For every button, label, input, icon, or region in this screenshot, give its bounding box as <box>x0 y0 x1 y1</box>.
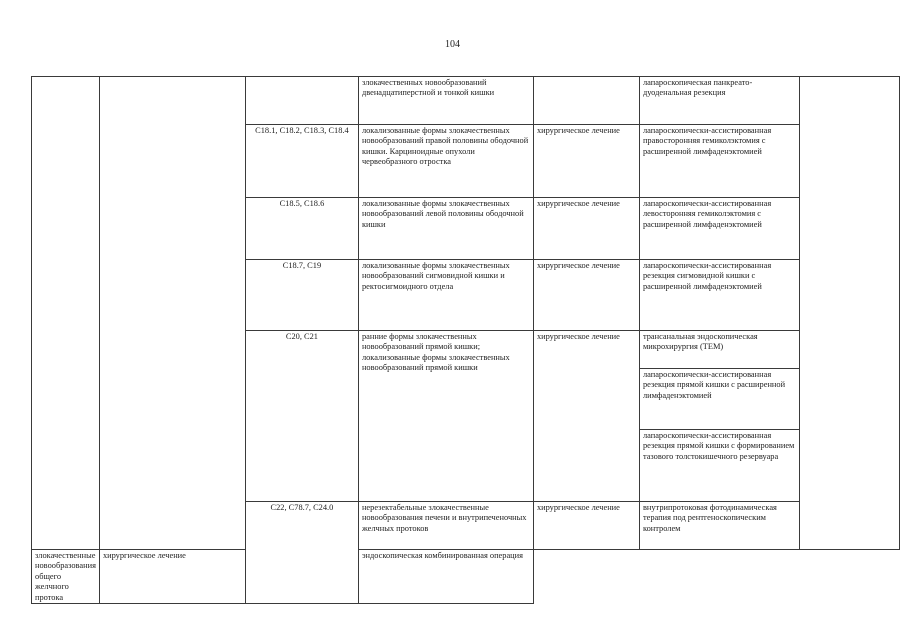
diagnosis-code-cell: C22, C78.7, C24.0 <box>245 502 358 604</box>
method-cell: эндоскопическая комбинированная операция <box>358 550 533 604</box>
method-cell: лапароскопически-ассистированная резекция прямой кишки с расширенной лимфаденэктомией <box>639 369 799 430</box>
condition-cell: локализованные формы злокачественных новообразований правой половины ободочной кишки. Карциноидные опухоли червеобразного отростка <box>358 125 533 198</box>
treatment-table <box>31 76 900 604</box>
table-row <box>32 550 900 604</box>
condition-cell: локализованные формы злокачественных новообразований левой половины ободочной кишки <box>358 198 533 260</box>
treatment-type-cell: хирургическое лечение <box>533 125 639 198</box>
method-cell: лапароскопическая панкреато-дуоденальная резекция <box>639 77 799 125</box>
treatment-type-cell: хирургическое лечение <box>533 198 639 260</box>
condition-cell: злокачественных новообразований двенадцатиперстной и тонкой кишки <box>358 77 533 125</box>
table-row <box>32 77 900 125</box>
page-number: 104 <box>445 39 460 50</box>
condition-cell: ранние формы злокачественных новообразований прямой кишки; локализованные формы злокачественных новообразований прямой кишки <box>358 331 533 502</box>
diagnosis-code-cell: C18.5, C18.6 <box>245 198 358 260</box>
treatment-type-cell: хирургическое лечение <box>533 331 639 502</box>
treatment-type-cell: хирургическое лечение <box>533 260 639 331</box>
standard-column <box>799 77 899 550</box>
method-cell: лапароскопически-ассистированная резекция сигмовидной кишки с расширенной лимфаденэктомией <box>639 260 799 331</box>
diagnosis-code-cell: C18.1, C18.2, C18.3, C18.4 <box>245 125 358 198</box>
condition-cell: нерезектабельные злокачественные новообразования печени и внутрипеченочных желчных протоков <box>358 502 533 550</box>
condition-cell: локализованные формы злокачественных новообразований сигмовидной кишки и ректосигмоидного отдела <box>358 260 533 331</box>
number-column <box>32 77 100 550</box>
diagnosis-code-cell: C18.7, C19 <box>245 260 358 331</box>
method-cell: внутрипротоковая фотодинамическая терапия под рентгеноскопическим контролем <box>639 502 799 550</box>
method-cell: лапароскопически-ассистированная правосторонняя гемиколэктомия с расширенной лимфаденэктомией <box>639 125 799 198</box>
method-cell: трансанальная эндоскопическая микрохирургия (ТЕМ) <box>639 331 799 369</box>
method-cell: лапароскопически-ассистированная левосторонняя гемиколэктомия с расширенной лимфаденэктомией <box>639 198 799 260</box>
method-cell: лапароскопически-ассистированная резекция прямой кишки с формированием тазового толстокишечного резервуара <box>639 430 799 502</box>
treatment-type-cell: хирургическое лечение <box>99 550 245 604</box>
profile-column <box>99 77 245 550</box>
diagnosis-code-cell <box>245 77 358 125</box>
treatment-type-cell <box>533 77 639 125</box>
diagnosis-code-cell: C20, C21 <box>245 331 358 502</box>
treatment-type-cell: хирургическое лечение <box>533 502 639 550</box>
condition-cell: злокачественные новообразования общего желчного протока <box>32 550 100 604</box>
